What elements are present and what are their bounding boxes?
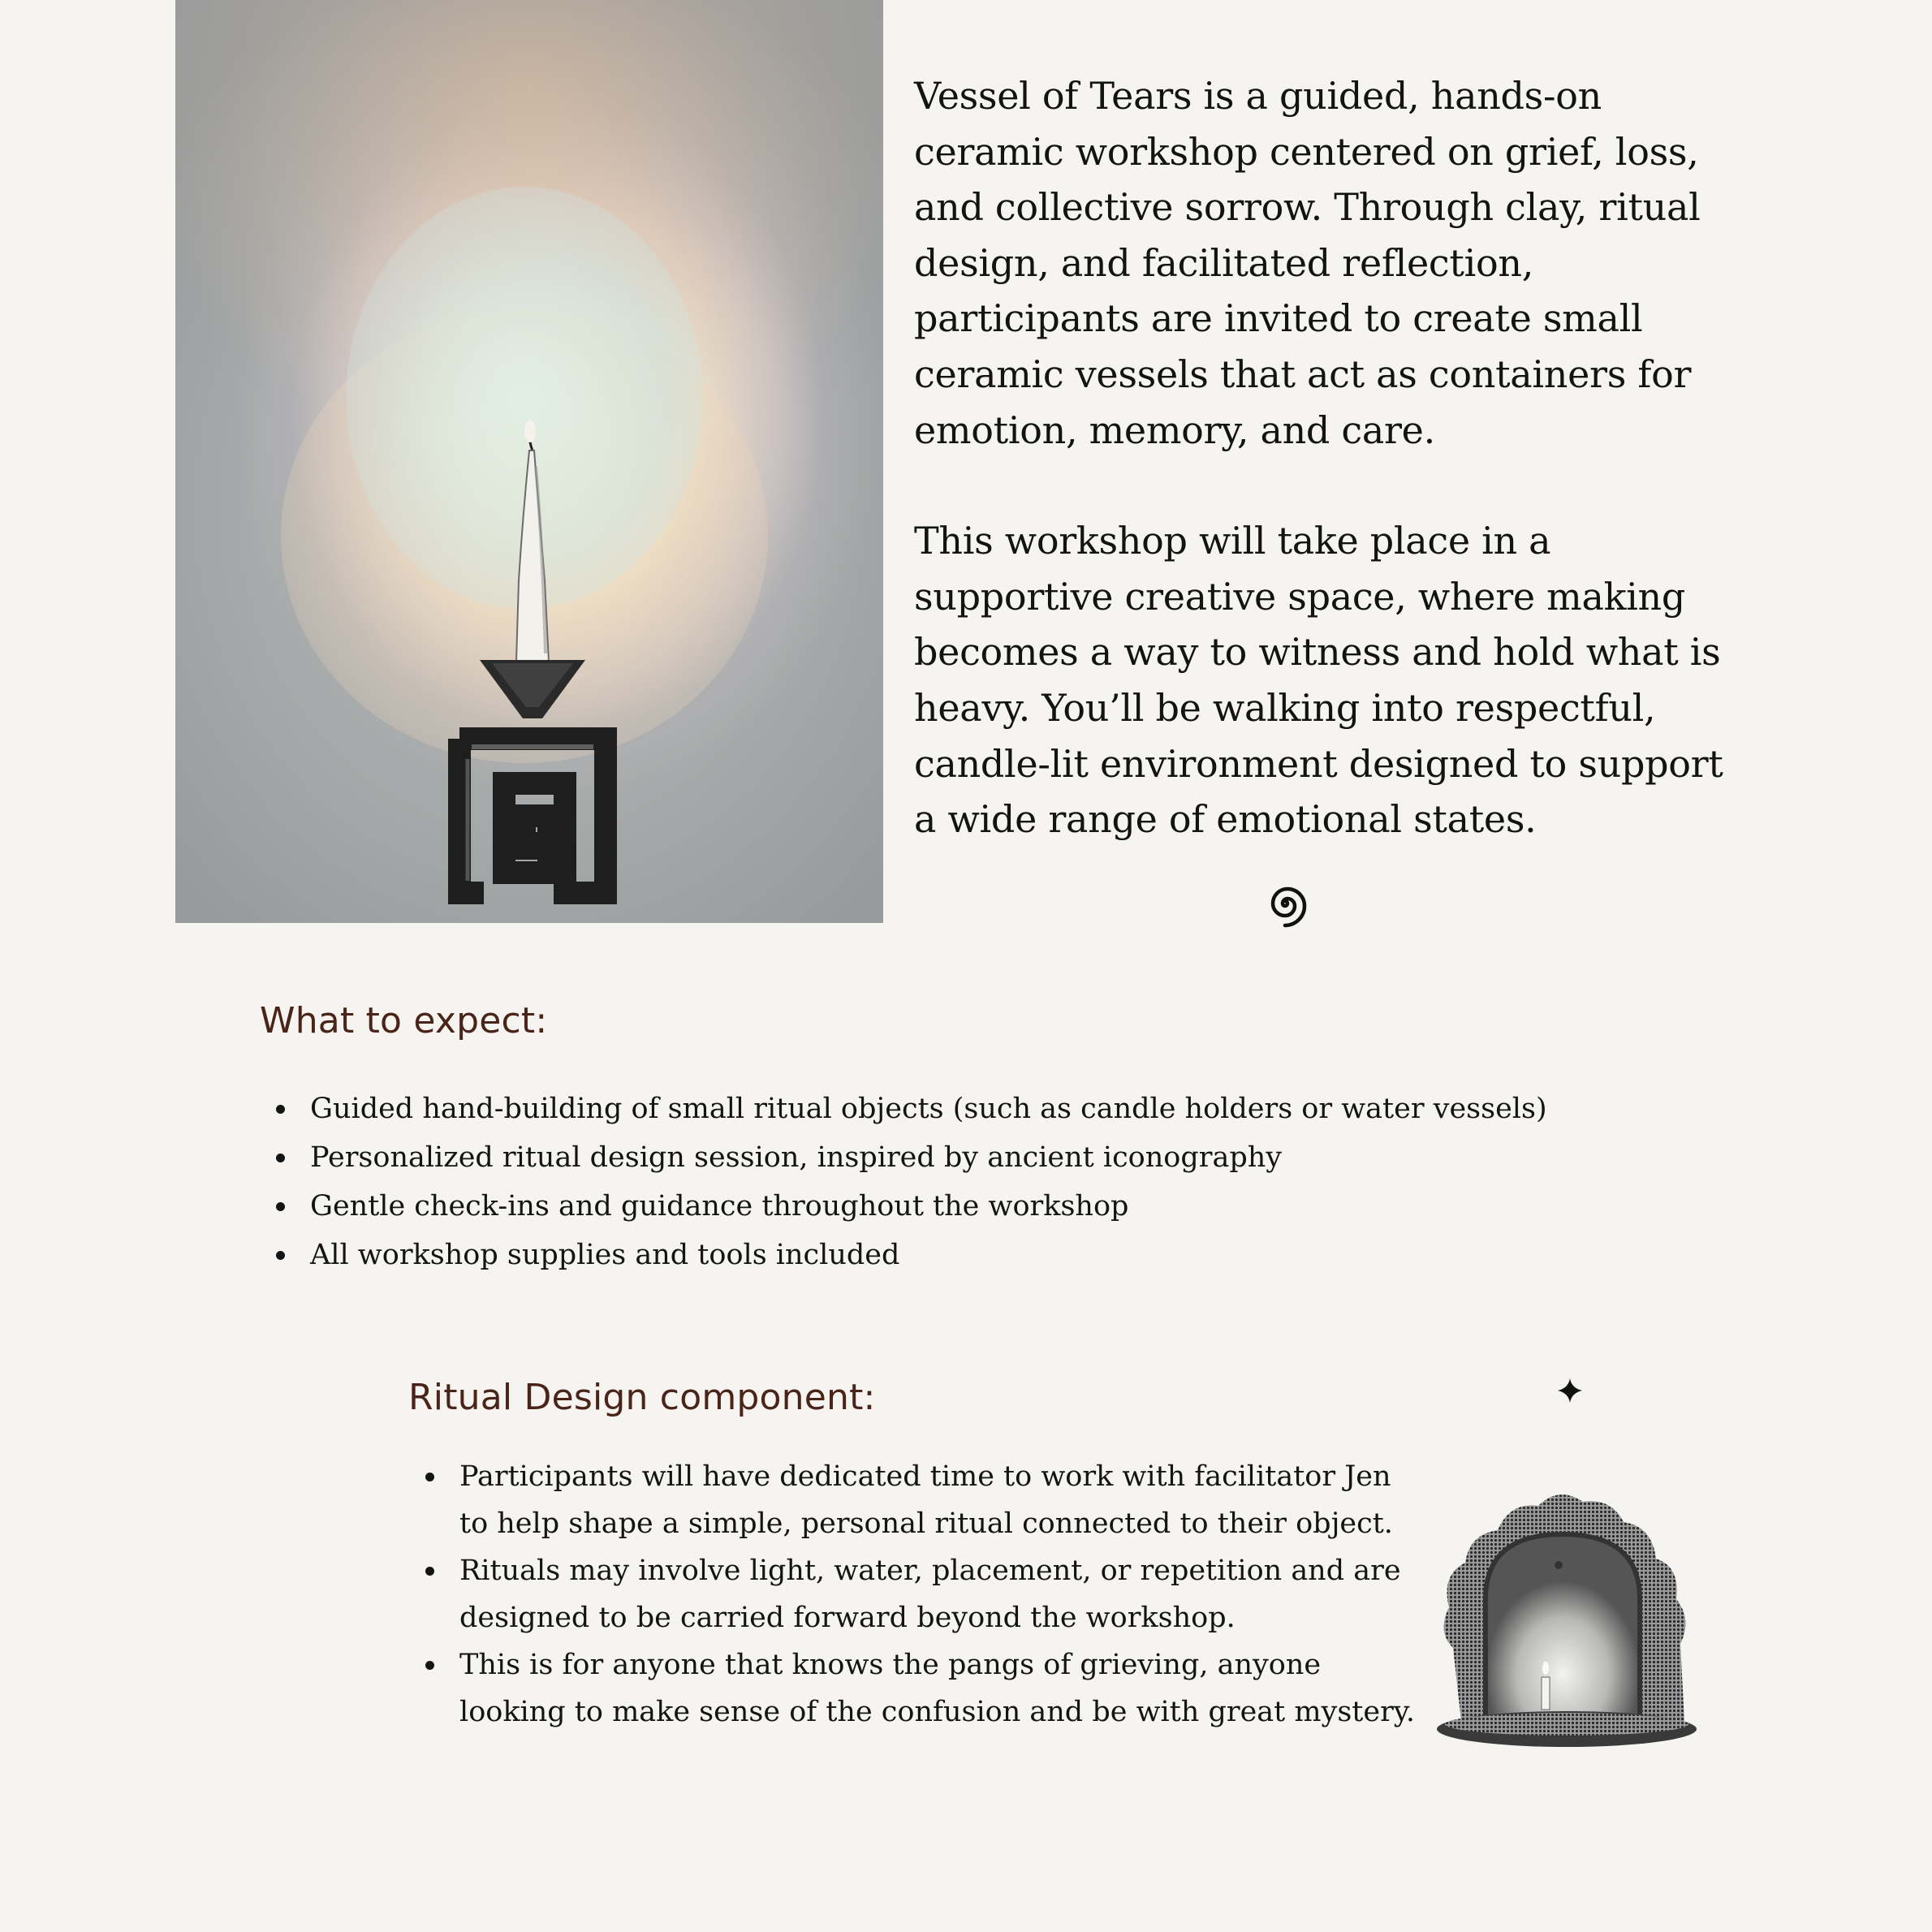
candle-shrine-illustration: [1429, 1486, 1697, 1753]
list-item-line: This is for anyone that knows the pangs of grieving, anyone: [459, 1649, 1322, 1681]
sparkle-icon: [1557, 1378, 1583, 1404]
list-item: [425, 1547, 1401, 1641]
ritual-list: [425, 1453, 1416, 1736]
list-item-line: designed to be carried forward beyond the workshop.: [459, 1602, 1236, 1634]
list-item: Personalized ritual design session, inspired by ancient iconography: [276, 1133, 1656, 1182]
list-item: Guided hand-building of small ritual objects (such as candle holders or water vessels): [276, 1085, 1656, 1133]
expect-list: [276, 1085, 1656, 1279]
list-item: All workshop supplies and tools included: [276, 1231, 1656, 1279]
list-item: [425, 1641, 1416, 1736]
list-item: [425, 1453, 1393, 1547]
intro-paragraph-2: This workshop will take place in a supportive creative space, where making becomes a way to witness and hold what is heavy. You’ll be walking into respectful, candle-lit environment designed to support a wide range of emotional states.: [914, 519, 1723, 842]
spiral-icon: [1260, 878, 1310, 929]
list-item-line: to help shape a simple, personal ritual connected to their object.: [459, 1507, 1393, 1540]
list-item: Gentle check-ins and guidance throughout the workshop: [276, 1182, 1656, 1231]
intro-text: [914, 68, 1726, 847]
intro-paragraph-1: Vessel of Tears is a guided, hands-on ceramic workshop centered on grief, loss, and collective sorrow. Through clay, ritual design, and facilitated reflection, participants are invited to create small ceramic vessels that act as containers for emotion, memory, and care.: [914, 74, 1701, 452]
candle-holder-illustration: [435, 418, 630, 905]
expect-heading: What to expect:: [260, 1000, 548, 1041]
list-item-line: Rituals may involve light, water, placement, or repetition and are: [459, 1555, 1401, 1587]
list-item-line: looking to make sense of the confusion and be with great mystery.: [459, 1696, 1416, 1728]
list-item-line: Participants will have dedicated time to work with facilitator Jen: [459, 1460, 1391, 1493]
candle-photo: [175, 0, 883, 923]
ritual-heading: Ritual Design component:: [408, 1377, 876, 1418]
